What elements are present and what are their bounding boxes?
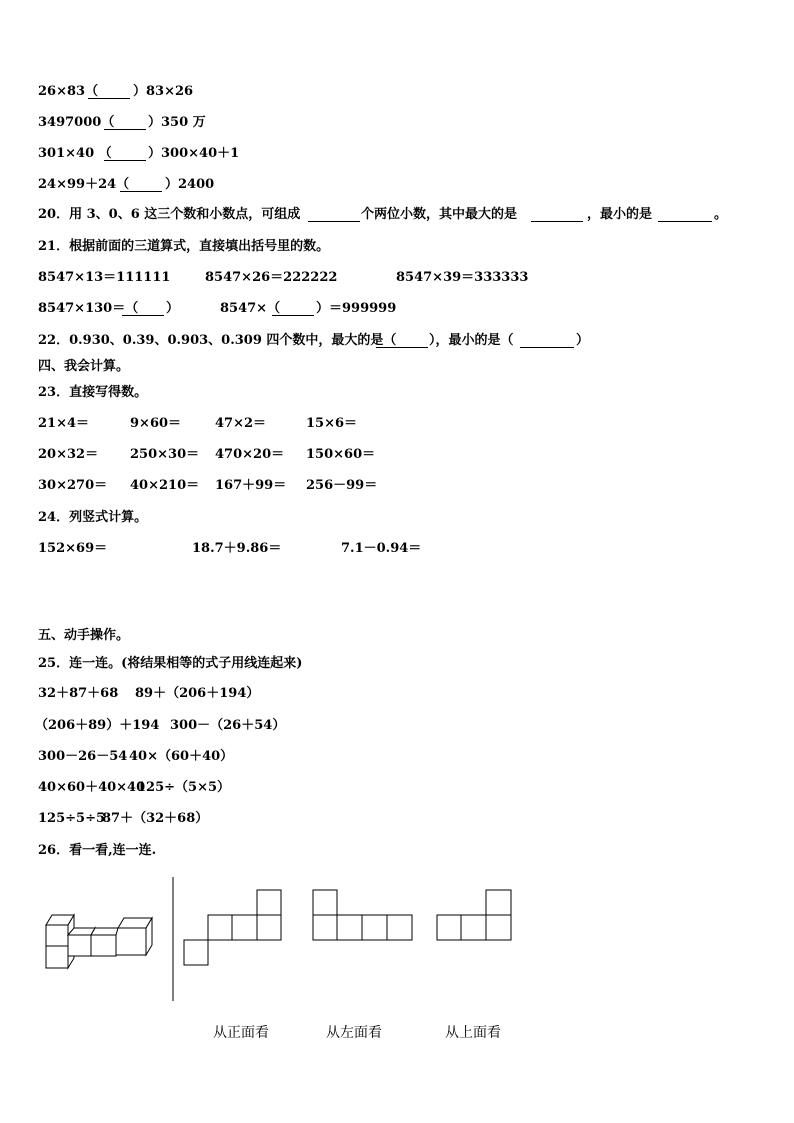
question-21-title: 21．根据前面的三道算式，直接填出括号里的数。 [38,239,330,254]
answer-blank[interactable] [308,209,360,222]
answer-blank[interactable] [531,209,583,222]
answer-blank[interactable] [88,86,130,99]
question-23-title: 23．直接写得数。 [38,385,148,400]
answer-blank[interactable] [376,335,428,348]
question-24-title: 24．列竖式计算。 [38,510,148,525]
section-4-heading: 四、我会计算。 [38,359,130,374]
view-shape-2[interactable] [312,889,416,943]
vertical-divider [171,877,175,1001]
question-25-title: 25．连一连。(将结果相等的式子用线连起来) [38,656,303,671]
caption-top-view[interactable]: 从上面看 [445,1025,501,1041]
view-shape-3[interactable] [436,889,516,943]
caption-front-view[interactable]: 从正面看 [213,1025,269,1041]
caption-left-view[interactable]: 从左面看 [326,1025,382,1041]
section-5-heading: 五、动手操作。 [38,628,130,643]
answer-blank[interactable] [658,209,712,222]
answer-blank[interactable] [272,303,314,316]
answer-blank[interactable] [120,179,162,192]
view-shape-1[interactable] [183,889,285,967]
cube-figure [40,910,160,970]
answer-blank[interactable] [122,303,164,316]
answer-blank[interactable] [104,148,146,161]
question-26-title: 26．看一看,连一连. [38,843,157,858]
answer-blank[interactable] [104,117,146,130]
answer-blank[interactable] [520,335,574,348]
